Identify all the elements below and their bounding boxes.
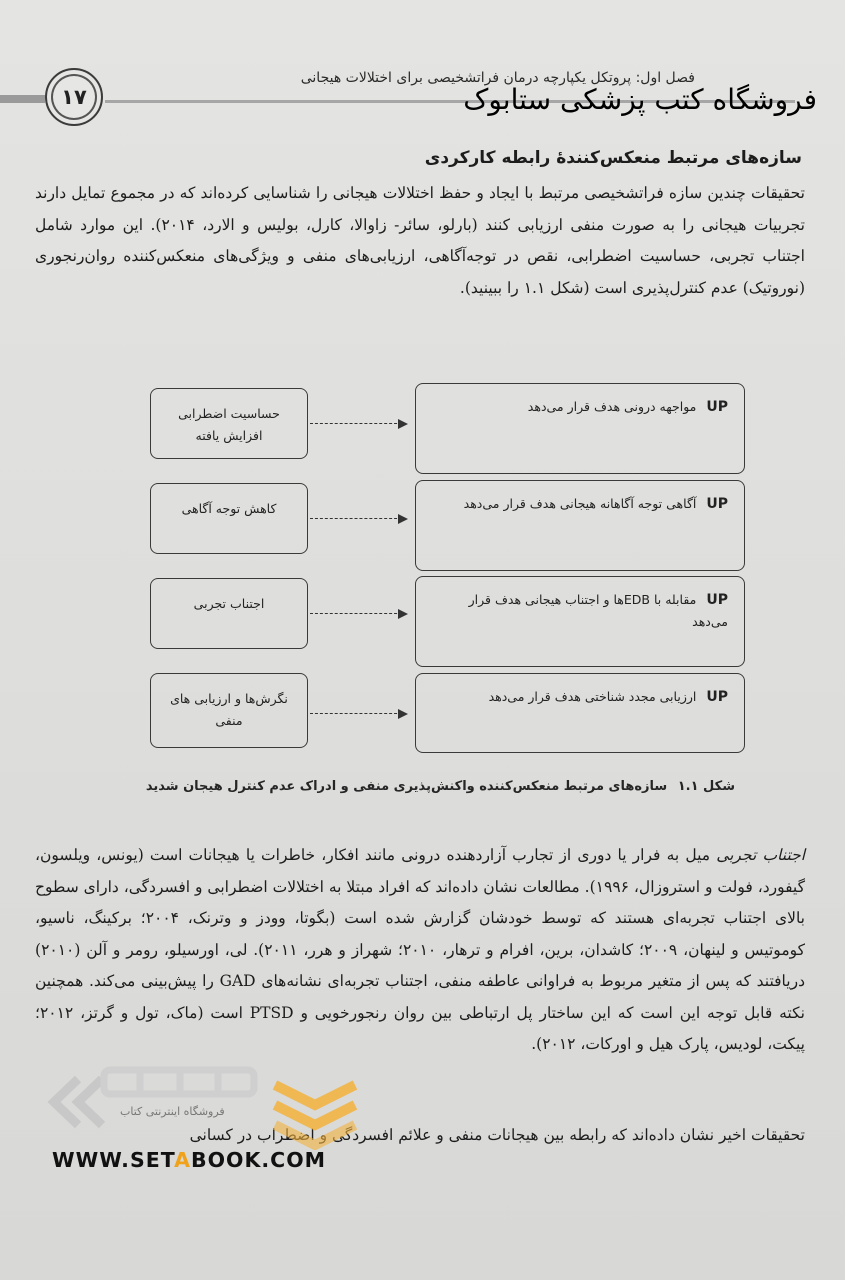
construct-label-4: نگرش‌ها و ارزیابی های منفی xyxy=(170,691,288,728)
paragraph-2-text: میل به فرار یا دوری از تجارب آزاردهنده درونی مانند افکار، خاطرات یا هیجانات است (یونس، ویلسون، گیفورد، فولت و استروزال، ۱۹۹۶). مطالعات نشان داده‌اند که افراد مبتلا به اختلالات اضطرابی و افسردگی، دارای سطوح بالای اجتناب تجربه‌ای هستند که توسط خودشان گزارش شده است (بگوتا، وودز و وترنک، ۲۰۰۴؛ برکینگ، ناسیو، کوموتیس و لینهان، ۲۰۰۹؛ کاشدان، برین، افرام و ترهار، ۲۰۱۰؛ شهراز و هرر، ۲۰۱۱). لی، اورسیلو، رومر و آلن (۲۰۱۰) دریافتند که پس از متغیر مربوط به فراوانی عاطفه منفی، اجتناب تجربه‌ای نشانه‌های GAD را پیش‌بینی می‌کند. همچنین نکته قابل توجه این است که این ساختار پل ارتباطی بین روان رنجورخویی و PTSD است (ماک، تول و گرتز، ۲۰۱۲؛ پیکت، لودیس، پارک هیل و اورکات، ۲۰۱۲). xyxy=(35,846,806,1053)
chapter-title: فصل اول: پروتکل یکپارچه درمان فراتشخیصی برای اختلالات هیجانی xyxy=(300,70,695,86)
construct-label-3: اجتناب تجربی xyxy=(193,596,265,611)
arrow-2 xyxy=(310,514,410,524)
page-number-badge xyxy=(45,68,103,126)
treatment-box-1 xyxy=(415,383,745,474)
construct-box-3 xyxy=(150,578,308,649)
paragraph-3: تحقیقات اخیر نشان داده‌اند که رابطه بین هیجانات منفی و علائم افسردگی و اضطراب در کسانی xyxy=(189,1126,805,1144)
treatment-label-2: آگاهی توجه آگاهانه هیجانی هدف قرار می‌دهد xyxy=(463,496,697,511)
treatment-label-1: مواجهه درونی هدف قرار می‌دهد xyxy=(527,399,697,414)
construct-box-4 xyxy=(150,673,308,748)
site-url-prefix: WWW.SET xyxy=(52,1148,175,1172)
up-tag-1: UP xyxy=(706,399,728,415)
treatment-box-2 xyxy=(415,480,745,571)
logo-wordmark-icon xyxy=(100,1062,260,1102)
site-url-suffix: BOOK.COM xyxy=(191,1148,327,1172)
paragraph-1: تحقیقات چندین سازه فراتشخیصی مرتبط با ایجاد و حفظ اختلالات هیجانی را شناسایی کرده‌اند که در مجموع تمایل دارند تجربیات هیجانی را به صورت منفی ارزیابی کنند (بارلو، سائر- زاوالا، کارل، بولیس و الارد، ۲۰۱۴). این موارد شامل اجتناب تجربی، حساسیت اضطرابی، نقص در توجه‌آگاهی، ارزیابی‌های منفی و ویژگی‌های منعکس‌کننده روان‌رنجوری (نوروتیک) عدم کنترل‌پذیری است (شکل ۱.۱ را ببینید). xyxy=(35,184,805,297)
treatment-label-3: مقابله با EDBها و اجتناب هیجانی هدف قرار می‌دهد xyxy=(468,592,728,629)
treatment-box-4 xyxy=(415,673,745,753)
caption-text: سازه‌های مرتبط منعکس‌کننده واکنش‌پذیری منفی و ادراک عدم کنترل هیجان شدید xyxy=(145,779,668,794)
construct-box-1 xyxy=(150,388,308,459)
arrow-4 xyxy=(310,709,410,719)
arrow-1 xyxy=(310,419,410,429)
construct-box-2 xyxy=(150,483,308,554)
page-number: ۱۷ xyxy=(61,85,87,109)
figure-diagram xyxy=(150,383,750,763)
figure-caption xyxy=(146,779,735,794)
term-italic: اجتناب تجربی xyxy=(716,846,806,864)
site-url xyxy=(52,1148,326,1172)
logo-tagline: فروشگاه اینترنتی کتاب xyxy=(120,1105,225,1118)
up-tag-2: UP xyxy=(706,496,728,512)
construct-label-2: کاهش توجه آگاهی xyxy=(181,501,277,516)
up-tag-3: UP xyxy=(706,592,728,608)
up-tag-4: UP xyxy=(706,689,728,705)
logo-book-mark-icon xyxy=(270,1065,360,1150)
store-watermark: فروشگاه کتب پزشکی ستابوک xyxy=(463,83,817,116)
section-title: سازه‌های مرتبط منعکس‌کنندهٔ رابطه کارکردی xyxy=(424,148,802,168)
construct-label-1: حساسیت اضطرابی افزایش یافته xyxy=(178,406,280,443)
caption-label: شکل ۱.۱ xyxy=(677,779,735,794)
treatment-box-3 xyxy=(415,576,745,667)
arrow-3 xyxy=(310,609,410,619)
site-url-accent: A xyxy=(174,1148,191,1172)
treatment-label-4: ارزیابی مجدد شناختی هدف قرار می‌دهد xyxy=(488,689,697,704)
paragraph-2 xyxy=(35,840,805,1061)
